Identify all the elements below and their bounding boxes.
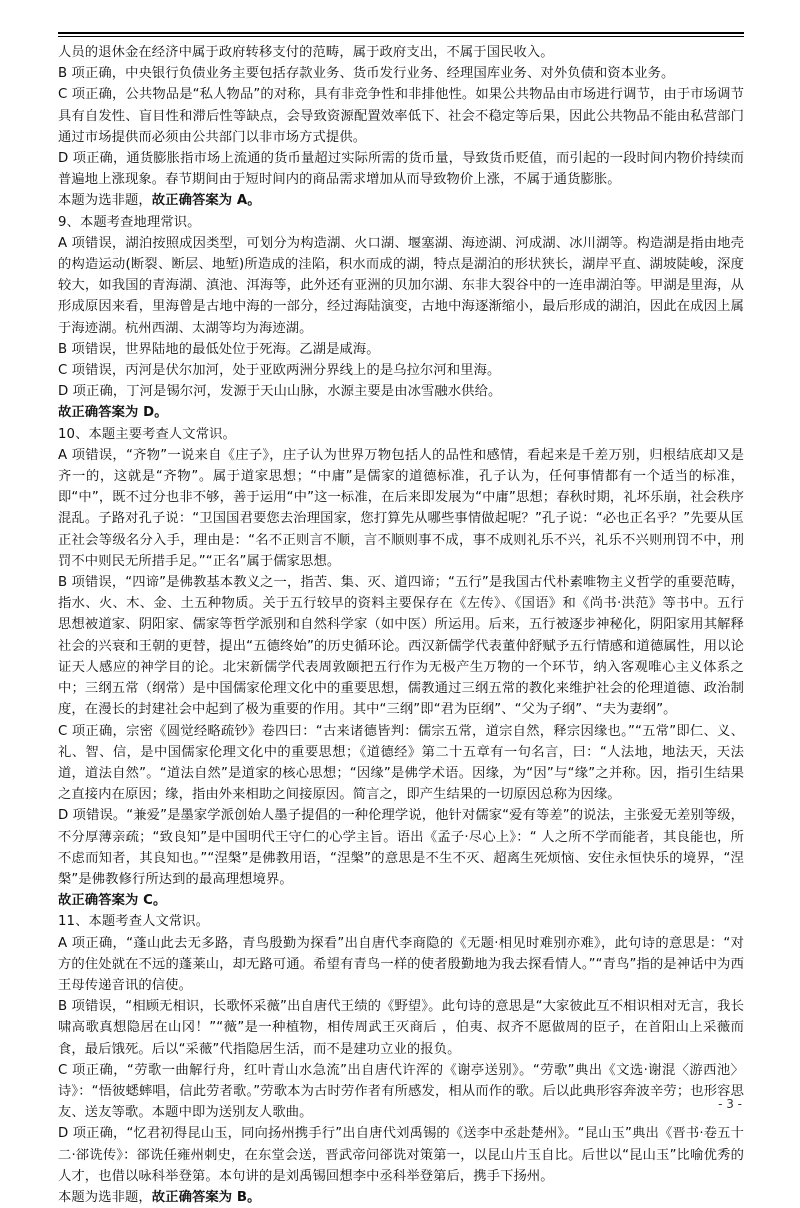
paragraph: D 项正确，丁河是锡尔河，发源于天山山脉，水源主要是由冰雪融水供给。: [58, 384, 502, 400]
paragraph: [58, 1187, 744, 1208]
paragraph: 11、本题考查人文常识。: [58, 914, 210, 930]
paragraph: A 项错误，“齐物”一说来自《庄子》，庄子认为世界万物包括人的品性和感情，看起来是千差万别，归根结底却又是齐一的，这就是“齐物”。属于道家思想；“中庸”是儒家的道德标准，孔子认为，任何事情都有一个适当的标准，即“中”，既不过分也非不够，善于运用“中”这一标准，在后来即发展为“中庸”思想；春秋时期，礼坏乐崩，社会秩序混乱。子路对孔子说：“卫国国君要您去治理国家，您打算先从哪些事情做起呢？”孔子说：“必也正名乎？”先要从匡正社会等级名分入手，理由是：“名不正则言不顺，言不顺则事不成，事不成则礼乐不兴，礼乐不兴则刑罚不中，刑罚不中则民无所措手足。”“正名”属于儒家思想。: [58, 447, 744, 569]
paragraph: B 项错误，“四谛”是佛教基本教义之一，指苦、集、灭、道四谛；“五行”是我国古代朴素唯物主义哲学的重要范畴，指水、火、木、金、土五种物质。关于五行较早的资料主要保存在《左传》、《国语》和《尚书·洪范》等书中。五行思想被道家、阴阳家、儒家等哲学派别和自然科学家（如中医）所运用。后来，五行被逐步神秘化，阴阳家用其解释社会的兴衰和王朝的更替，提出“五德终始”的历史循环论。西汉新儒学代表董仲舒赋予五行情感和道德属性，用以论证天人感应的神学目的论。北宋新儒学代表周敦颐把五行作为无极产生万物的一个环节，纳入客观唯心主义体系之中；三纲五常（纲常）是中国儒家伦理文化中的重要思想，儒教通过三纲五常的教化来维护社会的伦理道德、政治制度，在漫长的封建社会中起到了极为重要的作用。其中“三纲”即“君为臣纲”、“父为子纲”、“夫为妻纲”。: [58, 575, 744, 718]
paragraph: A 项正确，“蓬山此去无多路，青鸟殷勤为探看”出自唐代李商隐的《无题·相见时难别亦难》，此句诗的意思是：“对方的住处就在不远的蓬莱山，却无路可通。希望有青鸟一样的使者殷勤地为我去探看情人。”“青鸟”指的是神话中为西王母传递音讯的信使。: [58, 935, 744, 993]
paragraph: C 项错误，丙河是伏尔加河，处于亚欧两洲分界线上的是乌拉尔河和里海。: [58, 363, 501, 379]
paragraph: [58, 190, 744, 211]
paragraph: B 项错误，“相顾无相识，长歌怀采薇”出自唐代王绩的《野望》。此句诗的意思是“大家彼此互不相识相对无言，我长啸高歌真想隐居在山冈！”“薇”是一种植物，相传周武王灭商后 ，伯夷、叔齐不愿做周的臣子，在首阳山上采薇而食，最后饿死。后以“采薇”代指隐居生活，而不是建功立业的报负。: [58, 999, 744, 1057]
answer-line: 故正确答案为 C。: [58, 893, 167, 909]
paragraph: B 项错误，世界陆地的最低处位于死海。乙湖是咸海。: [58, 341, 380, 357]
paragraph: 9、本题考查地理常识。: [58, 214, 201, 230]
paragraph: B 项正确，中央银行负债业务主要包括存款业务、货币发行业务、经理国库业务、对外负债和资本业务。: [58, 66, 675, 82]
header-rule: [58, 32, 744, 34]
header-rule-thin: [58, 36, 744, 37]
paragraph: D 项错误。“兼爱”是墨家学派创始人墨子提倡的一种伦理学说，他针对儒家“爱有等差”的说法，主张爱无差别等级，不分厚薄亲疏；“致良知”是中国明代王守仁的心学主旨。语出《孟子·尽心上》：“ 人之所不学而能者，其良能也，所不虑而知者，其良知也。”“涅槃”是佛教用语，“涅槃”的意思是不生不灭、超离生死烦恼、安住永恒快乐的境界，“涅槃”是佛教修行所达到的最高理想境界。: [58, 808, 744, 887]
paragraph: D 项正确，“忆君初得昆山玉，同向扬州携手行”出自唐代刘禹锡的《送李中丞赴楚州》。“昆山玉”典出《晋书·卷五十二·郤诜传》：郤诜任雍州刺史，在东堂会送，晋武帝问郤诜对策第一，以昆山片玉自比。后世以“昆山玉”比喻优秀的人才，也借以咏科举登第。本句讲的是刘禹锡回想李中丞科举登第后，携手下扬州。: [58, 1126, 744, 1184]
paragraph: A 项错误，湖泊按照成因类型，可划分为构造湖、火口湖、堰塞湖、海迹湖、河成湖、冰川湖等。构造湖是指由地壳的构造运动(断裂、断层、地堑)所造成的洼陷，积水而成的湖，特点是湖泊的形状狭长，湖岸平直、湖坡陡峻，深度较大，如我国的青海湖、滇池、洱海等，此外还有亚洲的贝加尔湖、东非大裂谷中的一连串湖泊等。甲湖是里海，从形成原因来看，里海曾是古地中海的一部分，经过海陆演变，古地中海逐渐缩小，最后形成的湖泊，因此在成因上属于海迹湖。杭州西湖、太湖等均为海迹湖。: [58, 235, 744, 336]
paragraph: 10、本题主要考查人文常识。: [58, 426, 236, 442]
paragraph-text: 本题为选非题，: [58, 193, 152, 209]
paragraph: 人员的退休金在经济中属于政府转移支付的范畴，属于政府支出，不属于国民收入。: [58, 45, 554, 60]
paragraph: C 项正确，宗密《圆觉经略疏钞》卷四曰：“古来诸德皆判：儒宗五常，道宗自然，释宗因缘也。”“五常”即仁、义、礼、智、信，是中国儒家伦理文化中的重要思想；《道德经》第二十五章有一句名言，曰：“人法地，地法天，天法道，道法自然”。“道法自然”是道家的核心思想；“因缘”是佛学术语。因缘，为“因”与“缘”之并称。因，指引生结果之直接内在原因；缘，指由外来相助之间接原因。简言之，即产生结果的一切原因总称为因缘。: [58, 723, 744, 803]
answer-line: 故正确答案为 D。: [58, 405, 168, 421]
answer-text: 故正确答案为 A。: [151, 193, 261, 209]
paragraph: D 项正确，通货膨胀指市场上流通的货币量超过实际所需的货币量，导致货币贬值，而引起的一段时间内物价持续而普遍地上涨现象。春节期间由于短时间内的商品需求增加从而导致物价上涨，不属于通货膨胀。: [58, 151, 744, 188]
page-number: - 3 -: [718, 1097, 742, 1111]
paragraph: C 项正确，“劳歌一曲解行舟，红叶青山水急流”出自唐代许浑的《谢亭送别》。“劳歌”典出《文选·谢混〈游西池〉诗》：“悟彼蟋蟀唱，信此劳者歌。”劳歌本为古时劳作者有所感发，相从而作的歌。后以此典形容奔波辛劳；也形容思友、送友等歌。本题中即为送别友人歌曲。: [58, 1062, 744, 1121]
paragraph: C 项正确，公共物品是“私人物品”的对称，具有非竞争性和非排他性。如果公共物品由市场进行调节，由于市场调节具有自发性、盲目性和滞后性等缺点，会导致资源配置效率低下、社会不稳定等后果，因此公共物品不能由私营部门通过市场提供而必须由公共部门以非市场方式提供。: [58, 87, 744, 145]
answer-text: 故正确答案为 B。: [151, 1189, 261, 1205]
paragraph-text: 本题为选非题，: [58, 1189, 152, 1205]
document-body: [58, 42, 744, 1208]
